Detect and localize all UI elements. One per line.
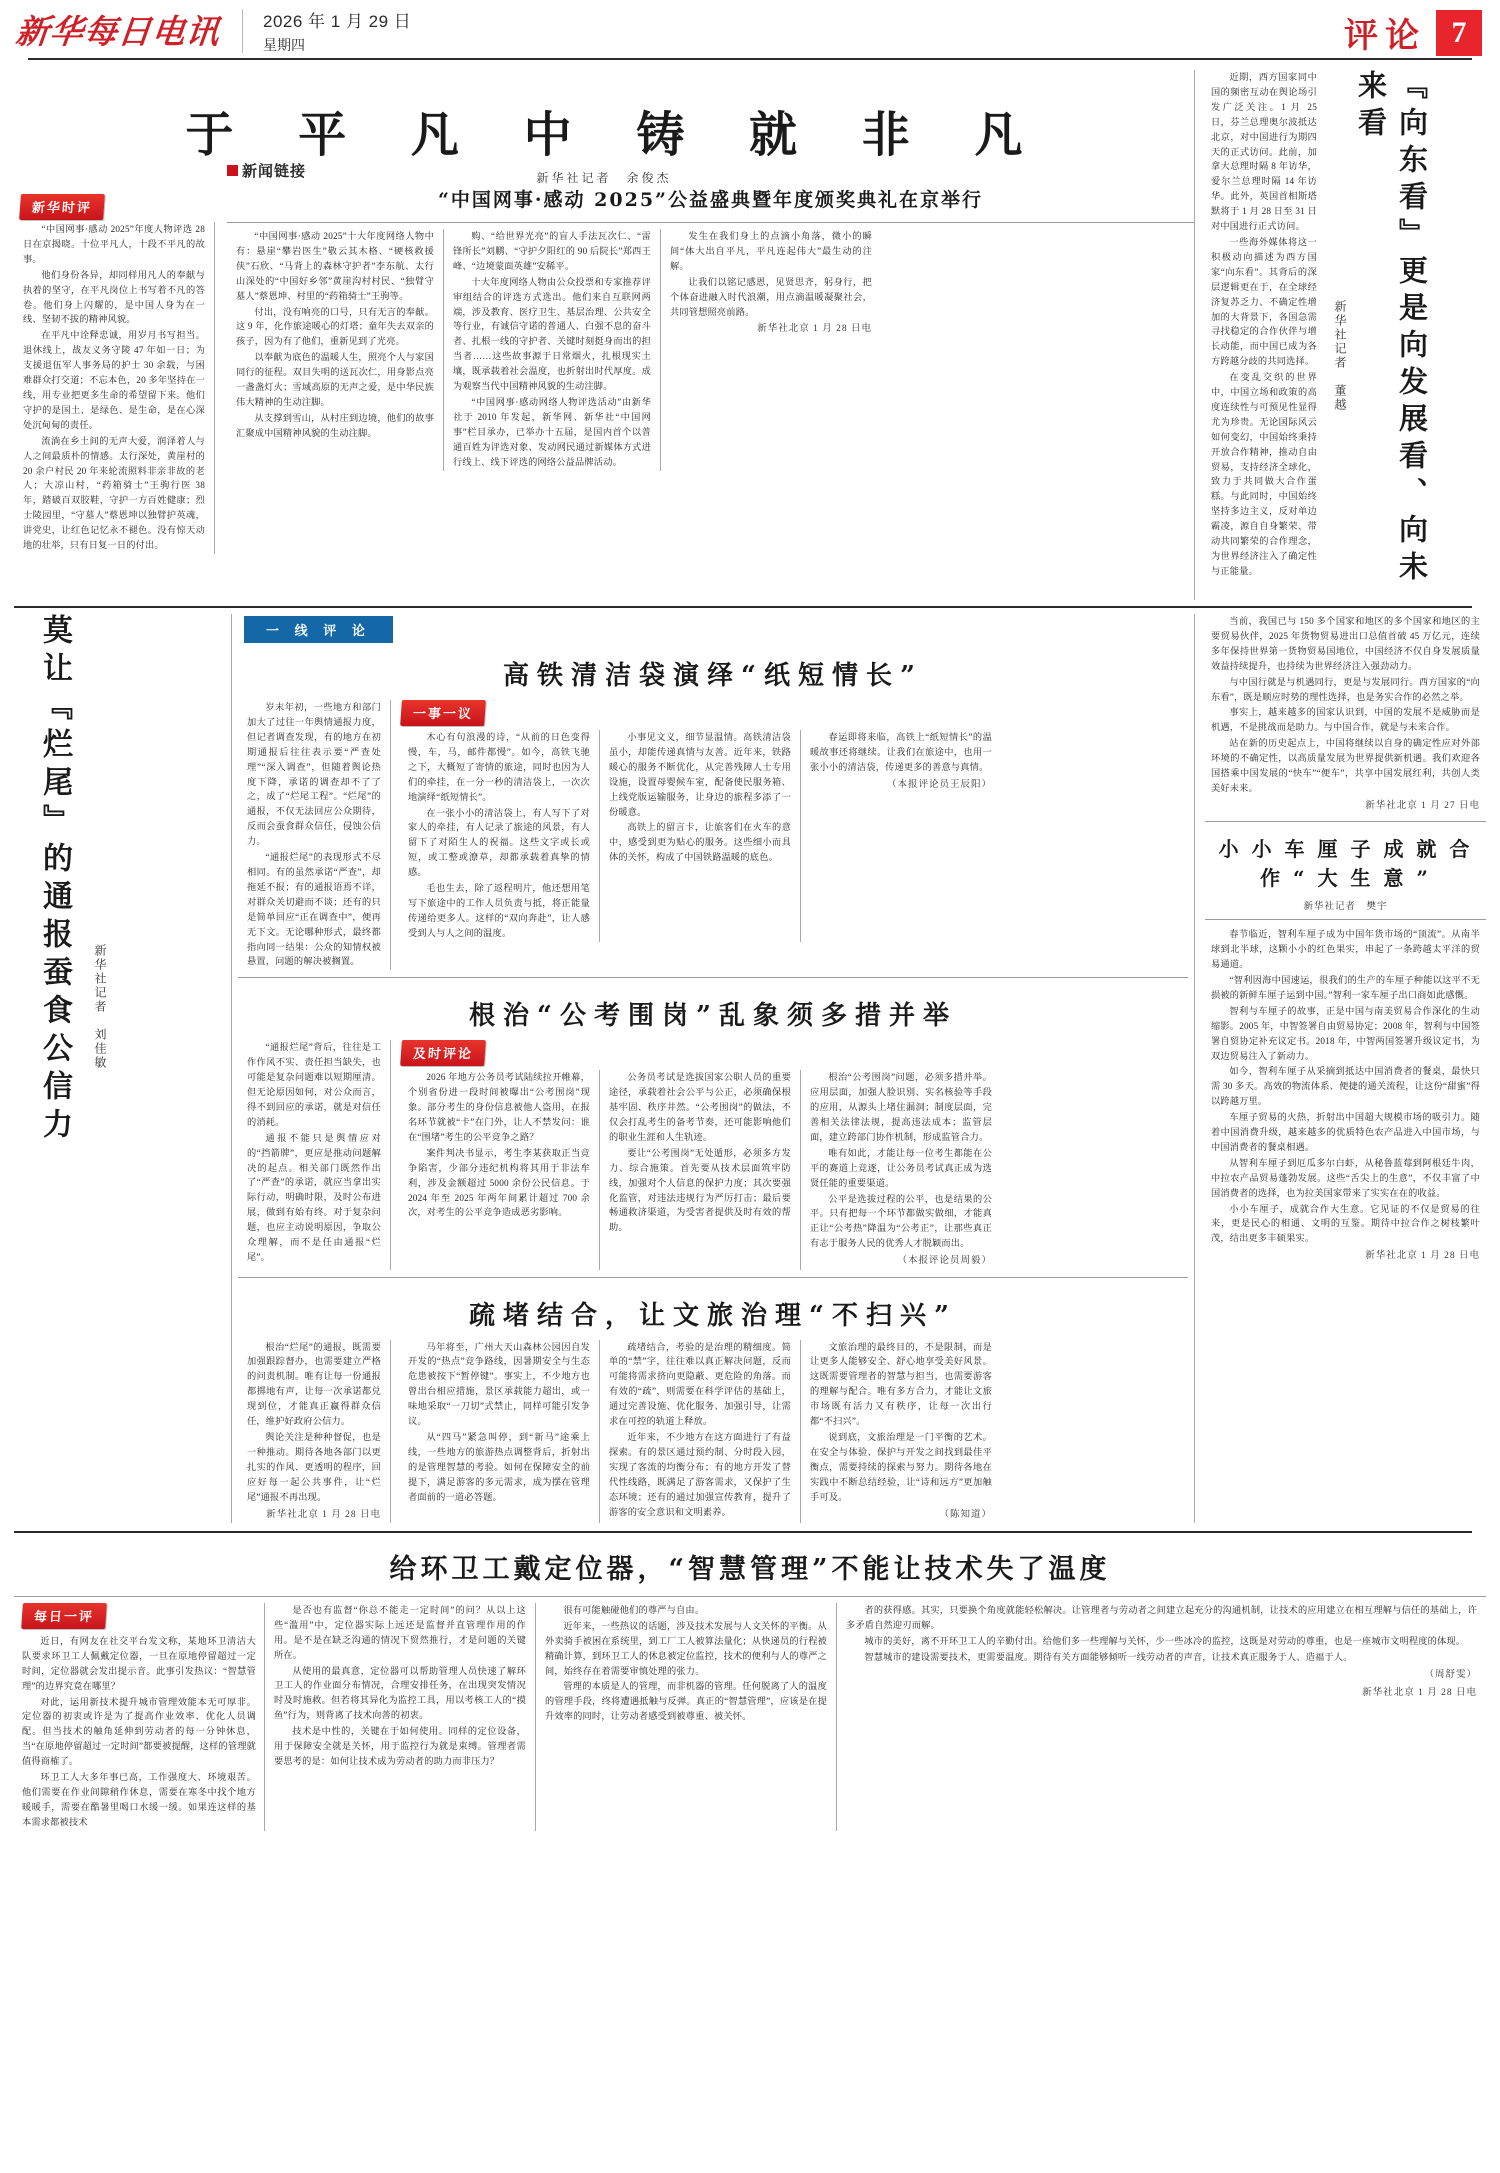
cheli-headline: 小 小 车 厘 子 成 就 合 作 “ 大 生 意 ” xyxy=(1218,837,1473,891)
lead-column-3 xyxy=(444,229,660,471)
yixian-headline: 莫让『烂尾』的通报蚕食公信力 xyxy=(37,614,72,1146)
bottom-dateline: 新华社北京 1 月 28 日电 xyxy=(1362,1687,1477,1698)
news-link-header xyxy=(227,160,1194,181)
xiangdongkan-dateline: 新华社北京 1 月 27 日电 xyxy=(1365,800,1480,811)
cheli-byline: 新华社记者 樊宇 xyxy=(1303,902,1388,913)
paragraph: 在一张小小的清洁袋上，有人写下了对家人的牵挂，有人记录了旅途的风景，有人留下了对陌生人的祝福。这些文字或长或短，或工整或潦草，却都承载着真挚的情感。 xyxy=(408,807,590,878)
paragraph: 车厘子贸易的火热，折射出中国超大规模市场的吸引力。随着中国消费升级，越来越多的优质特色农产品进入中国市场，与中国消费者的餐桌相遇。 xyxy=(1211,1112,1480,1152)
paragraph: 公平是选拔过程的公平，也是结果的公平。只有把每一个环节都做实做细，才能真正让“公考热”降温为“公考正”，让那些真正有志于服务人民的优秀人才脱颖而出。 xyxy=(810,1193,992,1249)
bottom-column-4 xyxy=(837,1603,1486,1831)
paragraph: 马年将至，广州大天山森林公园因自发开发的“热点”竞争路线，因暑期安全与生态危患被按下“暂停键”。事实上，不少地方也曾出台相应措施，景区承载能力超出，或一味地采取“一刀切”式禁止，同样可能引发争议。 xyxy=(408,1341,590,1427)
paragraph: 案件判决书显示，考生李某获取正当竞争陷害，少部分违纪机构将其用于非法牟利，涉及金额超过 5000 余份公民信息。于 2024 年至 2025 年两年间累计超过 700 余次，对考生的公平竞争造成恶劣影响。 xyxy=(408,1147,590,1218)
xiangdongkan-column-2 xyxy=(1205,614,1486,814)
paragraph: 让我们以铭记感恩，见贤思齐，躬身行，把个体奋进融入时代浪潮，用点滴温暖凝聚社会，共同管想照亮前路。 xyxy=(670,276,872,317)
paragraph: 一些海外媒体将这一积极动向描述为西方国家“向东看”。其背后的深层逻辑更在于，在全球经济复苏乏力、不确定性增加的大背景下，各国急需寻找稳定的合作伙伴与增长动能，而中国已成为各方跨越分歧的共同选择。 xyxy=(1211,236,1317,367)
gongkao-column-1 xyxy=(399,1070,599,1269)
gongkao-headline: 根治“公考围岗”乱象须多措并举 xyxy=(469,1001,957,1032)
paragraph: “中国网事·感动网络人物评选活动”由新华社于 2010 年发起，新华网、新华社“中国网事”栏目承办，已举办十五届，是国内首个以普通百姓为评选对象、发动网民通过新媒体方式进行线上、线下评选的网络公益品牌活动。 xyxy=(453,396,651,467)
yixian-dateline: 新华社北京 1 月 28 日电 xyxy=(266,1509,381,1520)
paragraph: 他们身份各异，却同样用凡人的奉献与执着的坚守，在平凡岗位上书写着不凡的答卷。他们身上闪耀的，是中国人身为在一线、坚韧不拔的精神风貌。 xyxy=(23,269,205,325)
paragraph: 根治“烂尾”的通报，既需要加强跟踪督办，也需要建立严格的问责机制。唯有让每一份通报都掷地有声，让每一次承诺都兑现到位，才能真正赢得群众信任，维护好政府公信力。 xyxy=(247,1341,381,1427)
paragraph: 技术是中性的，关键在于如何使用。同样的定位设备，用于保障安全就是关怀，用于监控行为就是束缚。管理者需要思考的是：如何让技术成为劳动者的助力而非压力？ xyxy=(274,1726,526,1766)
paragraph: 春运即将来临，高铁上“纸短情长”的温暖故事还将继续。让我们在旅途中，也用一张小小的清洁袋，传递更多的善意与真情。 xyxy=(810,732,992,772)
paragraph: 发生在我们身上的点滴小角落，微小的瞬间“体大出自平凡，平凡连起伟大”最生动的注解。 xyxy=(670,231,872,271)
gongkao-column-3 xyxy=(801,1070,1001,1269)
paragraph: 环卫工人大多年事已高，工作强度大、环境艰苦。他们需要在作业间隙稍作休息，需要在寒冬中找个地方暖暖手，需要在酷暑里喝口水缓一缓。如果连这样的基本需求都被技术 xyxy=(22,1772,256,1827)
paragraph: 在变乱交织的世界中，中国立场和政策的高度连续性与可预见性显得尤为珍贵。无论国际风云如何变幻，中国始终秉持开放合作精神，推动自由贸易，支持经济全球化，致力于共同做大合作蛋糕。与此同时，中国始终坚持多边主义，反对单边霸凌，源自自身繁荣、带动共同繁荣的合作理念，为世界经济注入了确定性与正能量。 xyxy=(1211,372,1317,576)
paragraph: 近年来，一些热议的话题，涉及技术发展与人文关怀的平衡。从外卖骑手被困在系统里，到工厂工人被算法量化；从快递员的行程被精确计算，到环卫工人的休息被定位监控，技术的便利与人的尊严之间，始终存在着需要审慎处理的张力。 xyxy=(545,1620,827,1676)
xiangdongkan-headline: 『向东看』更是向发展看、向未来看 xyxy=(1354,70,1429,588)
paragraph: 从使用的最真意，定位器可以帮助管理人员快速了解环卫工人的作业面分布情况，合理安排任务，在出现突发情况时及时施救。但若将其异化为监控工具，用以考核工人的“摸鱼”行为，则背离了技术向善的初衷。 xyxy=(274,1665,526,1721)
gongkao-signature: （本报评论员周毅） xyxy=(897,1256,992,1267)
paragraph: 流淌在乡土间的无声大爱，润泽着人与人之间最质朴的情感。太行深处，黄崖村的 20 余户村民 20 年来轮流照料非亲非故的老人；大凉山村，“药箱骑士”王驹行医 38 年，踏破百双胶鞋，守护一方百姓健康；烈士陵园里，“守墓人”蔡恩坤以独臂护英魂，讲党史，让红色记忆永不褪色。没有惊天动地的壮举，只有日复一日的付出。 xyxy=(23,435,205,551)
publication-weekday: 星期四 xyxy=(263,36,305,53)
paragraph: 是否也有监督“你总不能走一定时间”的问？从以上这些“滥用”中，定位器实际上远还是监督并直管理作用的作用。是不是在缺乏沟通的情况下贸然推行，才是问题的关键所在。 xyxy=(274,1604,526,1660)
paragraph: “通报烂尾”的表现形式不尽相同。有的虽然承诺“严查”，却拖延不报；有的通报语焉不详，对群众关切避而不谈；还有的只是简单回应“正在调查中”，便再无下文。无论哪种形式，最终都指向同一结果：公众的知情权被悬置，问题的解决被搁置。 xyxy=(247,852,381,967)
gaotie-column-3 xyxy=(801,730,1001,942)
paragraph: 说到底，文旅治理是一门平衡的艺术。在安全与体验、保护与开发之间找到最佳平衡点，需要持续的探索与努力。期待各地在实践中不断总结经验，让“诗和远方”更加触手可及。 xyxy=(810,1432,992,1502)
paragraph: 当前，我国已与 150 多个国家和地区的多个国家和地区的主要贸易伙伴，2025 年货物贸易进出口总值首破 45 万亿元，连续多年保持世界第一货物贸易国地位，中国经济不仅自身发展质量效益持续提升，也持续为世界经济注入强劲动力。 xyxy=(1211,616,1480,671)
publication-date: 2026 年 1 月 29 日 xyxy=(263,12,412,31)
paragraph: 小小车厘子，成就合作大生意。它见证的不仅是贸易的往来，更是民心的相通、文明的互鉴。期待中拉合作之树枝繁叶茂，结出更多丰硕果实。 xyxy=(1211,1203,1480,1244)
paragraph: “中国网事·感动 2025”年度人物评选 28 日在京揭晓。十位平凡人，十段不平凡的故事。 xyxy=(23,224,205,264)
shudu-signature: （陈知道） xyxy=(939,1509,992,1520)
xiangdongkan-column-1 xyxy=(1205,70,1323,600)
paragraph: 近年来，不少地方在这方面进行了有益探索。有的景区通过预约制、分时段入园，实现了客流的均衡分布；有的地方开发了替代性线路，既满足了游客需求，又保护了生态环境；还有的通过加强宣传教育，提升了游客的安全意识和文明素养。 xyxy=(609,1432,791,1517)
paragraph: 小事见文义，细节显温情。高铁清洁袋虽小，却能传递真情与友善。近年来，铁路暖心的服务不断优化，从完善残障人士专用设施，设置母婴候车室，配备使民服务箱、上线党版运输服务，让身边的旅程多添了一份暖意。 xyxy=(609,732,791,817)
badge-meiri-yiping[interactable]: 每日一评 xyxy=(21,1603,107,1629)
lead-column-1 xyxy=(14,222,214,554)
shudu-column-1 xyxy=(399,1340,599,1523)
paragraph: 与中国行就是与机遇同行，更是与发展同行。西方国家的“向东看”，既是顺应时势的理性选择，也是务实合作的必然之举。 xyxy=(1211,676,1480,702)
badge-xinhua-shiping[interactable]: 新华时评 xyxy=(19,194,105,220)
yixian-column-3 xyxy=(238,1340,390,1523)
paragraph: 者的获得感。其实，只要换个角度就能轻松解决。让管理者与劳动者之间建立起充分的沟通机制，让技术的应用建立在相互理解与信任的基础上，许多矛盾自然迎刃而解。 xyxy=(846,1604,1477,1630)
paragraph: 从智利车厘子到厄瓜多尔白虾，从秘鲁蓝莓到阿根廷牛肉，中拉农产品贸易蓬勃发展。这些“舌尖上的生意”，不仅丰富了中国消费者的选择，也为拉美国家带来了实实在在的收益。 xyxy=(1211,1157,1480,1198)
bottom-headline: 给环卫工戴定位器，“智慧管理”不能让技术失了温度 xyxy=(389,1553,1111,1585)
paragraph: 从“四马”紧急叫停，到“新马”途乘上线，一些地方的旅游热点调整背后，折射出的是管理智慧的考验。如何在保障安全的前提下，满足游客的多元需求，成为摆在管理者面前的一道必答题。 xyxy=(408,1432,590,1502)
paragraph: 毛也生去，除了返程明片，他还想用笔写下旅途中的工作人员负责与抵，将正能量传递给更多人。这样的“双向奔赴”，让人感受到人与人之间的温度。 xyxy=(408,883,590,938)
paragraph: 文旅治理的最终目的，不是限制，而是让更多人能够安全、舒心地享受美好风景。这既需要管理者的智慧与担当，也需要游客的理解与配合。唯有多方合力，才能让文旅市场既有活力又有秩序，让每一次出行都“不扫兴”。 xyxy=(810,1341,992,1427)
paragraph: 舆论关注是种种督促，也是一种推动。期待各地各部门以更扎实的作风、更透明的程序，回应好每一起公共事件，让“烂尾”通报不再出现。 xyxy=(247,1432,381,1502)
cheli-column xyxy=(1205,927,1486,1264)
bottom-column-1 xyxy=(14,1603,264,1831)
paragraph: 智利与车厘子的故事，正是中国与南美贸易合作深化的生动缩影。2005 年，中智签署自由贸易协定；2008 年，智利与中国签署自贸协定补充议定书。2018 年，中智两国签署升级议定书，为双边贸易注入了新动力。 xyxy=(1211,1005,1480,1061)
newspaper-logo: 新华每日电讯 xyxy=(13,11,223,51)
yixian-byline: 新华社记者 刘佳敏 xyxy=(93,944,107,1070)
lead-zone xyxy=(14,70,1194,600)
lead-column-4 xyxy=(661,229,881,471)
yixian-column-2 xyxy=(238,1040,390,1269)
news-link-label: 新闻链接 xyxy=(227,163,306,180)
paragraph: “智利因海中国速运，很我们的生产的车厘子种能以这平不无损被的新鲜车厘子运到中国。”智利一家车厘子出口商如此感慨。 xyxy=(1211,974,1480,1000)
news-link-headline: “中国网事·感动 2025”公益盛典暨年度颁奖典礼在京举行 xyxy=(438,189,983,211)
paragraph: 购、“给世界光亮”的盲人手法瓦次仁、“雷锋所长”刘鹏、“守护夕阳红的 90 后院长”郑西王峰、“边境蒙面英雄”安稀平。 xyxy=(453,231,651,271)
paragraph: 站在新的历史起点上，中国将继续以自身的确定性应对外部环境的不确定性，以高质量发展为世界提供新机遇。我们欢迎各国搭乘中国发展的“快车”“便车”，共享中国发展红利，共创人类美好未来。 xyxy=(1211,738,1480,793)
paragraph: 春节临近，智利车厘子成为中国年货市场的“顶流”。从南半球到北半球，这颗小小的红色果实，串起了一条跨越太平洋的贸易通道。 xyxy=(1211,929,1480,970)
shudu-headline: 疏堵结合，让文旅治理“不扫兴” xyxy=(469,1300,957,1331)
paragraph: 2026 年地方公务员考试陆续拉开帷幕，个别省份进一段时间被曝出“公考围岗”现象。部分考生的身份信息被他人盗用，在报名环节就被“卡”在门外，让人不禁发问：谁在“围堵”考生的公平竞争之路？ xyxy=(408,1072,590,1142)
masthead-rule xyxy=(28,58,1472,60)
lead-byline: 新华社记者 余俊杰 xyxy=(536,171,672,185)
gongkao-column-2 xyxy=(600,1070,800,1269)
bottom-column-3 xyxy=(536,1603,836,1831)
gaotie-column-2 xyxy=(600,730,800,942)
paragraph: 智慧城市的建设需要技术，更需要温度。期待有关方面能够倾听一线劳动者的声音，让技术真正服务于人、造福于人。 xyxy=(864,1651,1353,1662)
section-title: 评论 xyxy=(1344,16,1426,56)
center-stack xyxy=(232,614,1194,1523)
lead-dateline: 新华社北京 1 月 28 日电 xyxy=(757,324,872,335)
paragraph: 近期，西方国家同中国的频密互动在舆论场引发广泛关注。1 月 25 日，芬兰总理奥尔波抵达北京，对中国进行为期四天的正式访问。此前，加拿大总理时隔 8 年访华，爱尔兰总理时隔 14 年访华。此外，英国首相斯塔默将于 1 月 28 日至 31 日对中国进行正式访问。 xyxy=(1211,72,1317,232)
gaotie-headline: 高铁清洁袋演绎“纸短情长” xyxy=(503,661,923,691)
masthead-right xyxy=(1344,8,1486,57)
paragraph: 公务员考试是选拔国家公职人员的重要途径，承载着社会公平与公正，必须确保根基牢固、秩序井然。“公考围岗”的做法，不仅会打乱考生的备考节奏，还可能影响他们的职业生涯和人生轨迹。 xyxy=(609,1072,791,1142)
paragraph: 十大年度网络人物由公众投票和专家推荐评审组结合的评选方式选出。他们来自互联网两端，涉及教育、医疗卫生、基层治理、公共安全等行业，有诚信守诺的普通人、白强不息的奋斗者、扎根一线的守护者、关键时刻挺身而出的担当者……这些故事源于日常烟火，扎根现实土壤，既承载着社会温度，也折射出时代厚度。成为观察当代中国精神风貌的生动注脚。 xyxy=(453,276,651,392)
article-yixian-left xyxy=(14,614,232,1523)
paragraph: 疏堵结合，考验的是治理的精细度。简单的“禁”字，往往难以真正解决问题，反而可能将需求挤向更隐蔽、更危险的角落。而有效的“疏”，则需要在科学评估的基础上，通过完善设施、优化服务、加强引导，让需求在可控的轨道上释放。 xyxy=(609,1341,791,1427)
masthead xyxy=(14,0,1486,66)
paragraph: 木心有句浪漫的诗，“从前的日色变得慢，车，马，邮件都慢”。如今，高铁飞驰之下，大概短了寄情的旅途，同时也因为人们的牵挂，在一分一秒的清洁袋上，一次次地演绎“纸短情长”。 xyxy=(408,732,590,802)
paragraph: 城市的美好，离不开环卫工人的辛勤付出。给他们多一些理解与关怀，少一些冰冷的监控，这既是对劳动的尊重，也是一座城市文明程度的体现。 xyxy=(864,1635,1466,1646)
page-number-badge: 7 xyxy=(1436,10,1482,56)
paragraph: 如今，智利车厘子从采摘到抵达中国消费者的餐桌，最快只需 30 多天。高效的物流体系、便捷的通关流程，让这份“甜蜜”得以跨越万里。 xyxy=(1211,1066,1480,1107)
paragraph: 要让“公考围岗”无处遁形，必须多方发力、综合施策。首先要从技术层面筑牢防线，加强对个人信息的保护力度；其次要强化监管，对违法违规行为严厉打击；最后要畅通救济渠道，为受害者提供及时有效的帮助。 xyxy=(609,1147,791,1233)
bottom-signature: （周舒雯） xyxy=(1424,1669,1477,1680)
sidebar-xiangdongkan xyxy=(1194,70,1486,600)
gaotie-column-1 xyxy=(399,730,599,942)
badge-jishi-pinglun[interactable]: 及时评论 xyxy=(400,1040,486,1066)
paragraph: 通报不能只是舆情应对的“挡箭牌”，更应是推动问题解决的起点。相关部门既然作出了“严查”的承诺，就应当拿出实际行动，明确时限，及时公布进展，做到有始有终。对于复杂问题，也应主动说明原因，争取公众理解，而不是任由通报“烂尾”。 xyxy=(247,1132,381,1262)
article-bottom xyxy=(14,1539,1486,1831)
lead-headline: 于 平 凡 中 铸 就 非 凡 xyxy=(185,107,1047,163)
paragraph: 从支撑到雪山，从村庄到边境，他们的故事汇聚成中国精神风貌的生动注脚。 xyxy=(236,412,434,438)
paragraph: 管理的本质是人的管理，而非机器的管理。任何脱离了人的温度的管理手段，终将遭遇抵触与反弹。真正的“智慧管理”，应该是在提升效率的同时，让劳动者感受到被尊重、被关怀。 xyxy=(545,1681,827,1722)
shudu-column-2 xyxy=(600,1340,800,1523)
yixian-column-1 xyxy=(238,700,390,970)
masthead-divider xyxy=(242,9,243,53)
paragraph: “中国网事·感动 2025”十大年度网络人物中有：悬崖“攀岩医生”敬云其木格、“硬核救援侠”石欣、“马背上的森林守护者”李东航、太行山深处的“中国好乡邻”黄崖沟村村民、“独臂守墓人”蔡恩坤、村里的“药箱骑士”王驹等。 xyxy=(236,231,434,301)
paragraph: 付出，没有响亮的口号，只有无言的奉献。这 9 年，化作旅途暖心的灯塔；童年失去双亲的孩子，因为有了他们，重新见到了光亮。 xyxy=(236,306,434,347)
lead-column-2 xyxy=(227,229,443,471)
paragraph: 很有可能触碰他们的尊严与自由。 xyxy=(563,1604,705,1615)
paragraph: 高铁上的留言卡，让旅客们在火车的意中，感受到更为贴心的服务。这些细小而具体的关怀，构成了中国铁路温暖的底色。 xyxy=(609,822,791,863)
badge-yixian-pinglun[interactable]: 一 线 评 论 xyxy=(244,616,393,643)
xiangdongkan-byline: 新华社记者 董越 xyxy=(1333,300,1347,412)
gaotie-signature: （本报评论员王辰阳） xyxy=(886,779,992,790)
cheli-dateline: 新华社北京 1 月 28 日电 xyxy=(1365,1251,1480,1262)
paragraph: 以奉献为底色的温暖人生，照亮个人与家国同行的征程。双目失明的送瓦次仁，用身影点亮一盏盏灯火；雪域高原的无声之爱，是中华民族伟大精神的生动注脚。 xyxy=(236,352,434,407)
paragraph: 根治“公考围岗”问题，必须多措并举。应用层面，加强人脸识别、实名核验等手段的应用，从源头上堵住漏洞；制度层面，完善相关法律法规，提高违法成本；监管层面，建立跨部门协作机制，形成监管合力。 xyxy=(810,1072,992,1142)
paragraph: 近日，有网友在社交平台发文称，某地环卫清洁大队要求环卫工人佩戴定位器，一旦在原地停留超过一定时间，定位器就会发出提示音。此事引发热议：“智慧管理”的边界究竟在哪里？ xyxy=(22,1635,256,1691)
square-bullet-icon xyxy=(227,165,238,176)
bottom-column-2 xyxy=(265,1603,535,1831)
masthead-date-block xyxy=(263,8,411,55)
paragraph: 岁末年初，一些地方和部门加大了过往一年舆情通报力度，但记者调查发现，有的地方在初期通报后往往表示要“严查处理”“深入调查”，但随着舆论热度下降，承诺的调查却不了了之，成了“烂尾工程”。“烂尾”的通报，不仅无法回应公众期待，反而会蚕食群众信任，侵蚀公信力。 xyxy=(247,702,381,847)
shudu-column-3 xyxy=(801,1340,1001,1523)
masthead-left xyxy=(14,8,411,55)
paragraph: 事实上，越来越多的国家认识到，中国的发展不是威胁而是机遇，不是挑战而是助力。与中国合作，就是与未来合作。 xyxy=(1211,707,1480,733)
paragraph: 对此，运用新技术提升城市管理效能本无可厚非。定位器的初衷或许是为了提高作业效率、优化人员调配。但当技术的触角延伸到劳动者的每一分钟休息，当“在原地停留超过一定时间”都要被提醒，这样的管理就值得商榷了。 xyxy=(22,1696,256,1767)
badge-yishi-yiyi[interactable]: 一事一议 xyxy=(400,700,486,726)
paragraph: “通报烂尾”背后，往往是工作作风不实、责任担当缺失，也可能是复杂问题难以短期厘清。但无论原因如何，对公众而言，得不到回应的承诺，就是对信任的消耗。 xyxy=(247,1042,381,1127)
sidebar-right-middle xyxy=(1194,614,1486,1523)
paragraph: 在平凡中诠释忠诚，用岁月书写担当。退休线上，战友义务守陵 47 年如一日；为支援退伍军人事务局的护士 30 余载，与困难群众打交道；不忘本色，20 多年坚持在一线，用专业把更多生命的希望留下来。他们守护的是国土、是绿色、是生命，是在心深处沉甸甸的责任。 xyxy=(23,330,205,430)
paragraph: 唯有如此，才能让每一位考生都能在公平的赛道上竞逐，让公务员考试真正成为选贤任能的重要渠道。 xyxy=(810,1147,992,1188)
